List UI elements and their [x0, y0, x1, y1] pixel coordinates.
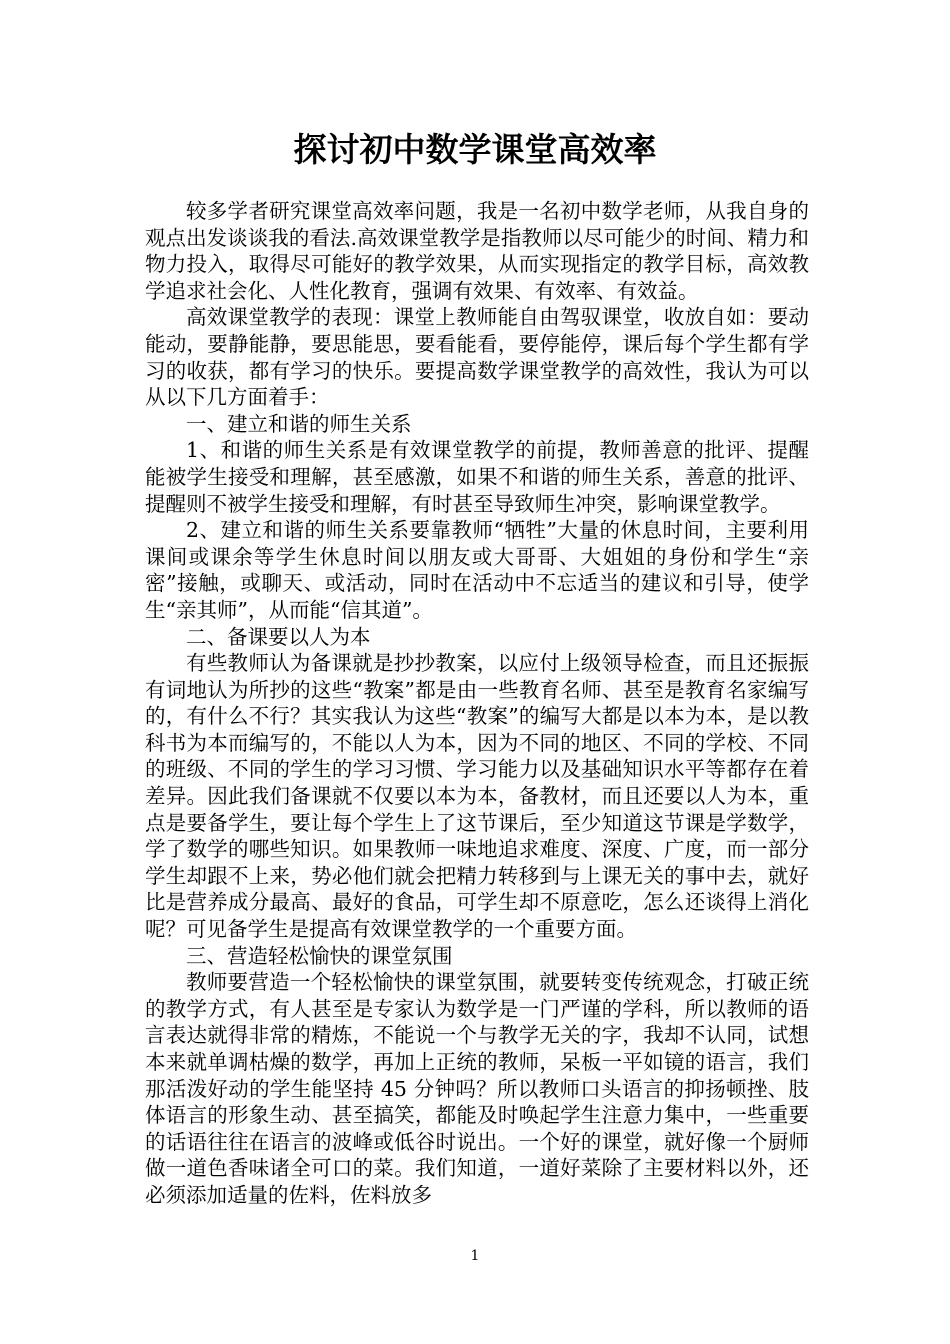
document-body: [145, 198, 809, 1209]
section-heading-2: 二、备课要以人为本: [186, 624, 371, 649]
paragraph-relationship-1: 1、和谐的师生关系是有效课堂教学的前提，教师善意的批评、提醒能被学生接受和理解，甚至感激，如果不和谐的师生关系，善意的批评、提醒则不被学生接受和理解，有时甚至导致师生冲突，影响课堂教学。: [145, 438, 809, 516]
paragraph-performance: 高效课堂教学的表现：课堂上教师能自由驾驭课堂，收放自如：要动能动，要静能静，要思能思，要看能看，要停能停，课后每个学生都有学习的收获，都有学习的快乐。要提高数学课堂教学的高效性，我认为可以从以下几方面着手：: [145, 305, 809, 410]
page-number: 1: [470, 1248, 480, 1264]
paragraph-relationship-2: 2、建立和谐的师生关系要靠教师“牺牲”大量的休息时间，主要利用课间或课余等学生休息时间以朋友或大哥哥、大姐姐的身份和学生“亲密”接触，或聊天、或活动，同时在活动中不忘适当的建议和引导，使学生“亲其师”，从而能“信其道”。: [145, 518, 809, 622]
paragraph-intro: 较多学者研究课堂高效率问题，我是一名初中数学老师，从我自身的观点出发谈谈我的看法.高效课堂教学是指教师以尽可能少的时间、精力和物力投入，取得尽可能好的教学效果，从而实现指定的教学目标，高效教学追求社会化、人性化教育，强调有效果、有效率、有效益。: [145, 199, 809, 303]
section-heading-1: 一、建立和谐的师生关系: [186, 411, 412, 436]
paragraph-lesson-prep: 有些教师认为备课就是抄抄教案，以应付上级领导检查，而且还振振有词地认为所抄的这些“教案”都是由一些教育名师、甚至是教育名家编写的，有什么不行？其实我认为这些“教案”的编写大都是以本为本，是以教科书为本而编写的，不能以人为本，因为不同的地区、不同的学校、不同的班级、不同的学生的学习习惯、学习能力以及基础知识水平等都存在着差异。因此我们备课就不仅要以本为本，备教材，而且还要以人为本，重点是要备学生，要让每个学生上了这节课后，至少知道这节课是学数学，学了数学的哪些知识。如果教师一味地追求难度、深度、广度，而一部分学生却跟不上来，势必他们就会把精力转移到与上课无关的事中去，就好比是营养成分最高、最好的食品，可学生却不原意吃，怎么还谈得上消化呢？可见备学生是提高有效课堂教学的一个重要方面。: [145, 651, 809, 942]
paragraph-atmosphere: 教师要营造一个轻松愉快的课堂氛围，就要转变传统观念，打破正统的教学方式，有人甚至是专家认为数学是一门严谨的学科，所以教师的语言表达就得非常的精炼，不能说一个与教学无关的字，我却不认同，试想本来就单调枯燥的数学，再加上正统的教师，呆板一平如镜的语言，我们那活泼好动的学生能坚持 45 分钟吗？所以教师口头语言的抑扬顿挫、肢体语言的形象生动、甚至搞笑，都能及时唤起学生注意力集中，一些重要的话语往往在语言的波峰或低谷时说出。一个好的课堂，就好像一个厨师做一道色香味诸全可口的菜。我们知道，一道好菜除了主要材料以外，还必须添加适量的佐料，佐料放多: [145, 970, 809, 1207]
section-heading-3: 三、营造轻松愉快的课堂氛围: [186, 943, 453, 968]
document-title: 探讨初中数学课堂高效率: [293, 130, 657, 169]
